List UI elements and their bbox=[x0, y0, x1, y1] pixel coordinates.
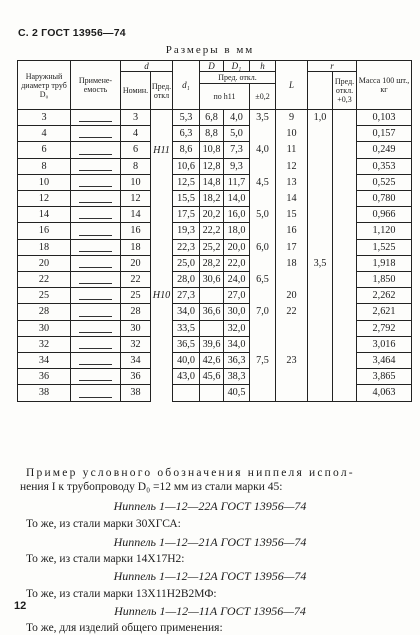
table-row bbox=[18, 110, 412, 126]
cell-r bbox=[308, 239, 333, 255]
cell-application bbox=[71, 272, 121, 288]
cell-mass: 0,103 bbox=[357, 110, 412, 126]
table-row bbox=[18, 385, 412, 401]
cell-nominal: 28 bbox=[121, 304, 151, 320]
cell-r-tol bbox=[333, 126, 357, 142]
cell-nominal: 34 bbox=[121, 353, 151, 369]
cell-mass: 3,865 bbox=[357, 369, 412, 385]
cell-mass: 0,966 bbox=[357, 207, 412, 223]
cell-application bbox=[71, 142, 121, 158]
cell-outer-diameter: 16 bbox=[18, 223, 71, 239]
cell-application bbox=[71, 239, 121, 255]
cell-r-tol bbox=[333, 174, 357, 190]
cell-nominal: 3 bbox=[121, 110, 151, 126]
cell-r-tol bbox=[333, 353, 357, 369]
table-caption: Размеры в мм bbox=[165, 44, 255, 56]
table-row bbox=[18, 158, 412, 174]
cell-nominal: 6 bbox=[121, 142, 151, 158]
cell-nominal: 8 bbox=[121, 158, 151, 174]
cell-r bbox=[308, 223, 333, 239]
application-blank bbox=[79, 324, 112, 333]
col-d1: d₁ bbox=[173, 61, 200, 110]
cell-d1: 36,5 bbox=[173, 336, 200, 352]
application-blank bbox=[79, 210, 112, 219]
col-pm02: ±0,2 bbox=[250, 84, 276, 110]
cell-nominal: 4 bbox=[121, 126, 151, 142]
col-h11: по h11 bbox=[200, 84, 250, 110]
cell-mass: 1,120 bbox=[357, 223, 412, 239]
col-L: L bbox=[276, 61, 308, 110]
cell-L: 13 bbox=[276, 174, 308, 190]
table-row bbox=[18, 174, 412, 190]
steel-note-3: То же, из стали марки 13Х11Н2В2МФ: bbox=[26, 588, 217, 600]
cell-outer-diameter: 36 bbox=[18, 369, 71, 385]
col-mass: Масса 100 шт., кг bbox=[357, 61, 412, 110]
designation-3: Ниппель 1—12—12А ГОСТ 13956—74 bbox=[113, 569, 307, 583]
cell-h bbox=[250, 126, 276, 142]
steel-note-2: То же, из стали марки 14Х17Н2: bbox=[26, 553, 185, 565]
table-row bbox=[18, 320, 412, 336]
cell-nominal: 10 bbox=[121, 174, 151, 190]
cell-D bbox=[200, 288, 224, 304]
cell-r bbox=[308, 385, 333, 401]
cell-r-tol bbox=[333, 320, 357, 336]
cell-r bbox=[308, 304, 333, 320]
cell-d1: 25,0 bbox=[173, 255, 200, 271]
cell-d1: 34,0 bbox=[173, 304, 200, 320]
cell-L: 9 bbox=[276, 110, 308, 126]
cell-nominal: 32 bbox=[121, 336, 151, 352]
cell-D1: 9,3 bbox=[224, 158, 250, 174]
cell-L: 20 bbox=[276, 288, 308, 304]
cell-r-tol bbox=[333, 142, 357, 158]
cell-L: 10 bbox=[276, 126, 308, 142]
application-blank bbox=[79, 227, 112, 236]
application-blank bbox=[79, 275, 112, 284]
cell-D: 22,2 bbox=[200, 223, 224, 239]
table-row bbox=[18, 191, 412, 207]
table-row bbox=[18, 207, 412, 223]
col-d-tolerance: Пред. откл bbox=[151, 72, 173, 110]
cell-r-tol bbox=[333, 223, 357, 239]
cell-application bbox=[71, 207, 121, 223]
cell-L: 15 bbox=[276, 207, 308, 223]
cell-application bbox=[71, 110, 121, 126]
table-body bbox=[18, 110, 412, 402]
cell-D1: 20,0 bbox=[224, 239, 250, 255]
table-row bbox=[18, 126, 412, 142]
cell-D1: 16,0 bbox=[224, 207, 250, 223]
cell-D bbox=[200, 320, 224, 336]
application-blank bbox=[79, 356, 112, 365]
cell-outer-diameter: 6 bbox=[18, 142, 71, 158]
cell-D1: 38,3 bbox=[224, 369, 250, 385]
cell-h bbox=[250, 369, 276, 385]
cell-L: 11 bbox=[276, 142, 308, 158]
cell-application bbox=[71, 320, 121, 336]
table-row bbox=[18, 304, 412, 320]
cell-D: 10,8 bbox=[200, 142, 224, 158]
cell-h bbox=[250, 223, 276, 239]
cell-d1: 17,5 bbox=[173, 207, 200, 223]
cell-outer-diameter: 3 bbox=[18, 110, 71, 126]
cell-D1: 40,5 bbox=[224, 385, 250, 401]
cell-r bbox=[308, 158, 333, 174]
cell-D1: 30,0 bbox=[224, 304, 250, 320]
cell-outer-diameter: 38 bbox=[18, 385, 71, 401]
application-blank bbox=[79, 178, 112, 187]
col-D1: D₁ bbox=[224, 61, 250, 72]
cell-h: 4,5 bbox=[250, 174, 276, 190]
cell-D: 12,8 bbox=[200, 158, 224, 174]
cell-mass: 2,621 bbox=[357, 304, 412, 320]
cell-r bbox=[308, 320, 333, 336]
cell-r-tol bbox=[333, 304, 357, 320]
cell-D1: 11,7 bbox=[224, 174, 250, 190]
cell-d1: 33,5 bbox=[173, 320, 200, 336]
cell-mass: 3,016 bbox=[357, 336, 412, 352]
cell-L bbox=[276, 272, 308, 288]
application-blank bbox=[79, 162, 112, 171]
cell-D: 36,6 bbox=[200, 304, 224, 320]
cell-nominal: 30 bbox=[121, 320, 151, 336]
cell-D: 14,8 bbox=[200, 174, 224, 190]
cell-application bbox=[71, 223, 121, 239]
cell-h: 4,0 bbox=[250, 142, 276, 158]
col-outer-diameter: Наружный диаметр труб D₀ bbox=[18, 61, 71, 110]
cell-r-tol bbox=[333, 272, 357, 288]
cell-r bbox=[308, 207, 333, 223]
cell-mass: 1,850 bbox=[357, 272, 412, 288]
cell-L: 17 bbox=[276, 239, 308, 255]
cell-h: 7,5 bbox=[250, 353, 276, 369]
cell-mass: 0,157 bbox=[357, 126, 412, 142]
table-row bbox=[18, 255, 412, 271]
col-h: h bbox=[250, 61, 276, 72]
application-blank bbox=[79, 389, 112, 398]
cell-nominal: 12 bbox=[121, 191, 151, 207]
application-blank bbox=[79, 340, 112, 349]
designation-2: Ниппель 1—12—21А ГОСТ 13956—74 bbox=[113, 535, 307, 549]
cell-r-tol bbox=[333, 191, 357, 207]
cell-d1: 19,3 bbox=[173, 223, 200, 239]
cell-d1 bbox=[173, 385, 200, 401]
steel-note-4: То же, для изделий общего применения: bbox=[26, 622, 223, 634]
cell-D: 30,6 bbox=[200, 272, 224, 288]
cell-h: 5,0 bbox=[250, 207, 276, 223]
cell-r-tol bbox=[333, 288, 357, 304]
cell-D1: 7,3 bbox=[224, 142, 250, 158]
designation-4: Ниппель 1—12—11А ГОСТ 13956—74 bbox=[114, 604, 306, 618]
cell-r bbox=[308, 272, 333, 288]
cell-h bbox=[250, 255, 276, 271]
cell-D: 8,8 bbox=[200, 126, 224, 142]
cell-r bbox=[308, 126, 333, 142]
table-row bbox=[18, 272, 412, 288]
cell-L: 23 bbox=[276, 353, 308, 369]
cell-D: 28,2 bbox=[200, 255, 224, 271]
cell-h bbox=[250, 336, 276, 352]
cell-application bbox=[71, 174, 121, 190]
cell-application bbox=[71, 304, 121, 320]
cell-d1: 10,6 bbox=[173, 158, 200, 174]
cell-r-tol bbox=[333, 158, 357, 174]
cell-D1: 27,0 bbox=[224, 288, 250, 304]
cell-application bbox=[71, 336, 121, 352]
cell-d1: 12,5 bbox=[173, 174, 200, 190]
cell-outer-diameter: 4 bbox=[18, 126, 71, 142]
cell-r-tol bbox=[333, 239, 357, 255]
cell-mass: 1,525 bbox=[357, 239, 412, 255]
cell-D: 25,2 bbox=[200, 239, 224, 255]
cell-h: 6,0 bbox=[250, 239, 276, 255]
cell-h: 3,5 bbox=[250, 110, 276, 126]
cell-mass: 0,780 bbox=[357, 191, 412, 207]
table-row bbox=[18, 223, 412, 239]
cell-h: 6,5 bbox=[250, 272, 276, 288]
cell-outer-diameter: 8 bbox=[18, 158, 71, 174]
cell-D1: 5,0 bbox=[224, 126, 250, 142]
cell-D1: 36,3 bbox=[224, 353, 250, 369]
cell-D1: 4,0 bbox=[224, 110, 250, 126]
cell-d1: 40,0 bbox=[173, 353, 200, 369]
cell-L bbox=[276, 320, 308, 336]
cell-mass: 2,262 bbox=[357, 288, 412, 304]
application-blank bbox=[79, 113, 112, 122]
cell-outer-diameter: 32 bbox=[18, 336, 71, 352]
col-r-value bbox=[308, 72, 333, 110]
cell-h bbox=[250, 191, 276, 207]
cell-d1: 28,0 bbox=[173, 272, 200, 288]
cell-r-tol bbox=[333, 255, 357, 271]
cell-tolerance-h10: H10 bbox=[151, 191, 173, 402]
cell-application bbox=[71, 385, 121, 401]
cell-tolerance-h11: H11 bbox=[151, 110, 173, 191]
cell-outer-diameter: 30 bbox=[18, 320, 71, 336]
cell-L: 16 bbox=[276, 223, 308, 239]
cell-r bbox=[308, 174, 333, 190]
cell-outer-diameter: 22 bbox=[18, 272, 71, 288]
cell-mass: 2,792 bbox=[357, 320, 412, 336]
table-row bbox=[18, 336, 412, 352]
cell-outer-diameter: 34 bbox=[18, 353, 71, 369]
cell-application bbox=[71, 126, 121, 142]
cell-D bbox=[200, 385, 224, 401]
cell-application bbox=[71, 369, 121, 385]
example-intro-line-2: нения I к трубопроводу D₀ =12 мм из стали марки 45: bbox=[20, 481, 283, 493]
cell-d1: 43,0 bbox=[173, 369, 200, 385]
cell-D1: 34,0 bbox=[224, 336, 250, 352]
cell-r bbox=[308, 369, 333, 385]
col-D: D bbox=[200, 61, 224, 72]
cell-r bbox=[308, 353, 333, 369]
col-application: Примене- емость bbox=[71, 61, 121, 110]
cell-h bbox=[250, 288, 276, 304]
application-blank bbox=[79, 372, 112, 381]
cell-nominal: 16 bbox=[121, 223, 151, 239]
cell-outer-diameter: 14 bbox=[18, 207, 71, 223]
designation-1: Ниппель 1—12—22А ГОСТ 13956—74 bbox=[113, 499, 307, 513]
cell-L: 14 bbox=[276, 191, 308, 207]
cell-D: 20,2 bbox=[200, 207, 224, 223]
cell-h bbox=[250, 385, 276, 401]
cell-mass: 0,525 bbox=[357, 174, 412, 190]
cell-r-tol bbox=[333, 385, 357, 401]
application-blank bbox=[79, 243, 112, 252]
application-blank bbox=[79, 291, 112, 300]
cell-nominal: 18 bbox=[121, 239, 151, 255]
cell-d1: 27,3 bbox=[173, 288, 200, 304]
example-intro-line-1: Пример условного обозначения ниппеля испол- bbox=[26, 467, 355, 479]
cell-nominal: 36 bbox=[121, 369, 151, 385]
cell-D: 42,6 bbox=[200, 353, 224, 369]
col-r-tolerance: Пред. откл. +0,3 bbox=[333, 72, 357, 110]
page-header: С. 2 ГОСТ 13956—74 bbox=[18, 27, 126, 39]
cell-L bbox=[276, 336, 308, 352]
cell-L: 18 bbox=[276, 255, 308, 271]
cell-r-tol bbox=[333, 336, 357, 352]
cell-D: 45,6 bbox=[200, 369, 224, 385]
cell-r: 3,5 bbox=[308, 255, 333, 271]
cell-d1: 8,6 bbox=[173, 142, 200, 158]
cell-d1: 6,3 bbox=[173, 126, 200, 142]
cell-r: 1,0 bbox=[308, 110, 333, 126]
cell-application bbox=[71, 191, 121, 207]
cell-D: 39,6 bbox=[200, 336, 224, 352]
cell-L: 22 bbox=[276, 304, 308, 320]
cell-nominal: 14 bbox=[121, 207, 151, 223]
cell-outer-diameter: 18 bbox=[18, 239, 71, 255]
table-row bbox=[18, 369, 412, 385]
cell-r-tol bbox=[333, 369, 357, 385]
cell-outer-diameter: 25 bbox=[18, 288, 71, 304]
cell-r-tol bbox=[333, 207, 357, 223]
cell-r bbox=[308, 336, 333, 352]
steel-note-1: То же, из стали марки 30ХГСА: bbox=[26, 518, 181, 530]
cell-h: 7,0 bbox=[250, 304, 276, 320]
cell-d1: 15,5 bbox=[173, 191, 200, 207]
cell-nominal: 38 bbox=[121, 385, 151, 401]
cell-L bbox=[276, 369, 308, 385]
cell-mass: 1,918 bbox=[357, 255, 412, 271]
col-nominal: Номин. bbox=[121, 72, 151, 110]
cell-mass: 0,249 bbox=[357, 142, 412, 158]
cell-r bbox=[308, 191, 333, 207]
cell-D1: 18,0 bbox=[224, 223, 250, 239]
cell-application bbox=[71, 255, 121, 271]
cell-mass: 0,353 bbox=[357, 158, 412, 174]
cell-D1: 22,0 bbox=[224, 255, 250, 271]
page-number: 12 bbox=[14, 600, 27, 612]
cell-application bbox=[71, 158, 121, 174]
cell-nominal: 20 bbox=[121, 255, 151, 271]
cell-D: 6,8 bbox=[200, 110, 224, 126]
table-row bbox=[18, 142, 412, 158]
cell-D1: 14,0 bbox=[224, 191, 250, 207]
cell-r-tol bbox=[333, 110, 357, 126]
cell-d1: 5,3 bbox=[173, 110, 200, 126]
application-blank bbox=[79, 308, 112, 317]
cell-application bbox=[71, 288, 121, 304]
cell-outer-diameter: 10 bbox=[18, 174, 71, 190]
cell-d1: 22,3 bbox=[173, 239, 200, 255]
cell-mass: 3,464 bbox=[357, 353, 412, 369]
table-row bbox=[18, 288, 412, 304]
table-row bbox=[18, 353, 412, 369]
cell-D1: 24,0 bbox=[224, 272, 250, 288]
cell-nominal: 25 bbox=[121, 288, 151, 304]
table-row bbox=[18, 239, 412, 255]
cell-outer-diameter: 12 bbox=[18, 191, 71, 207]
col-pred-otkl: Пред. откл. bbox=[200, 72, 276, 84]
application-blank bbox=[79, 129, 112, 138]
col-d: d bbox=[121, 61, 173, 72]
cell-r bbox=[308, 288, 333, 304]
application-blank bbox=[79, 194, 112, 203]
cell-D1: 32,0 bbox=[224, 320, 250, 336]
cell-h bbox=[250, 320, 276, 336]
example-intro bbox=[20, 466, 406, 494]
cell-nominal: 22 bbox=[121, 272, 151, 288]
cell-outer-diameter: 28 bbox=[18, 304, 71, 320]
application-blank bbox=[79, 146, 112, 155]
dimensions-table bbox=[17, 60, 412, 402]
col-r: r bbox=[308, 61, 357, 72]
cell-D: 18,2 bbox=[200, 191, 224, 207]
cell-application bbox=[71, 353, 121, 369]
cell-outer-diameter: 20 bbox=[18, 255, 71, 271]
cell-r bbox=[308, 142, 333, 158]
cell-L bbox=[276, 385, 308, 401]
cell-h bbox=[250, 158, 276, 174]
application-blank bbox=[79, 259, 112, 268]
cell-L: 12 bbox=[276, 158, 308, 174]
cell-mass: 4,063 bbox=[357, 385, 412, 401]
